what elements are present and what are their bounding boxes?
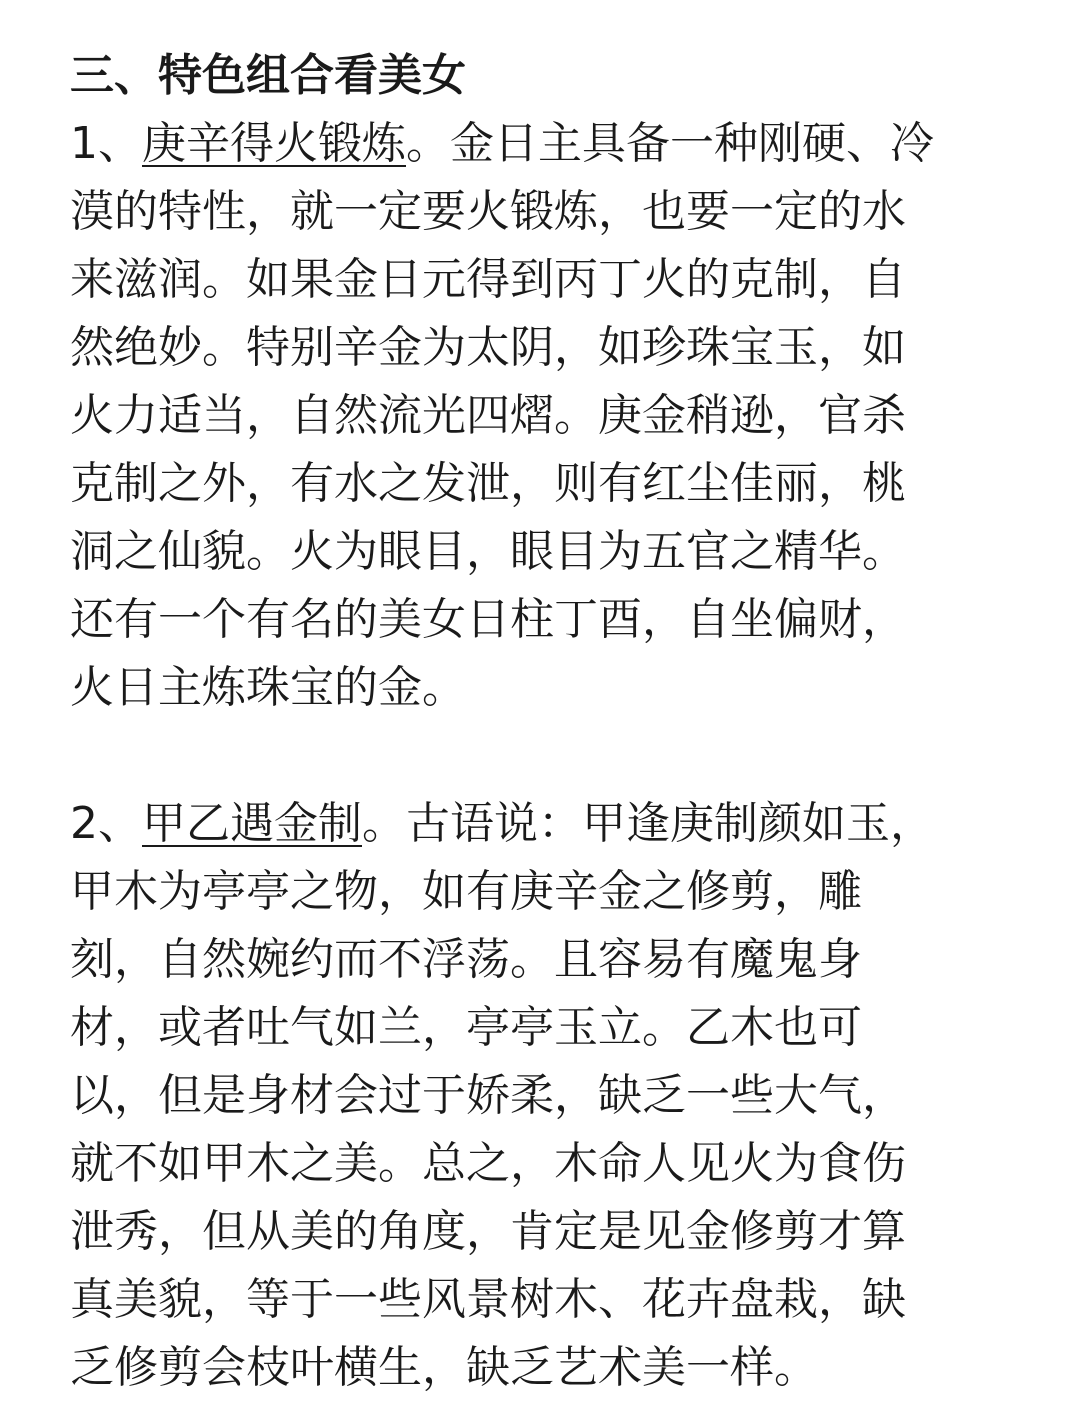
section-2-number: 2、 (70, 798, 142, 849)
section-2-line-4: 材，或者吐气如兰，亭亭玉立。乙木也可 (70, 1002, 862, 1053)
section-2-line-8: 真美貌，等于一些风景树木、花卉盘栽，缺 (70, 1274, 906, 1325)
section-1-line-6: 克制之外，有水之发泄，则有红尘佳丽，桃 (70, 458, 906, 509)
article-title: 三、特色组合看美女 (70, 50, 466, 101)
section-1-line-3: 来滋润。如果金日元得到丙丁火的克制，自 (70, 254, 906, 305)
section-2-line-5: 以，但是身材会过于娇柔，缺乏一些大气， (70, 1070, 906, 1121)
section-1-heading: 庚辛得火锻炼 (142, 118, 406, 169)
section-1-line-4: 然绝妙。特别辛金为太阴，如珍珠宝玉，如 (70, 322, 906, 373)
section-1-line-5: 火力适当，自然流光四熠。庚金稍逊，官杀 (70, 390, 906, 441)
section-2-line-7: 泄秀，但从美的角度，肯定是见金修剪才算 (70, 1206, 906, 1257)
section-2-line-1-text: 。古语说：甲逢庚制颜如玉， (362, 798, 934, 849)
section-1-number: 1、 (70, 118, 142, 169)
section-2-line-9: 乏修剪会枝叶横生，缺乏艺术美一样。 (70, 1342, 818, 1393)
section-gap (70, 722, 1010, 790)
section-1-line-2: 漠的特性，就一定要火锻炼，也要一定的水 (70, 186, 906, 237)
section-1-line-1 (70, 110, 1010, 178)
section-2 (70, 790, 1010, 1402)
section-2-line-6: 就不如甲木之美。总之，木命人见火为食伤 (70, 1138, 906, 1189)
section-2-heading: 甲乙遇金制 (142, 798, 362, 849)
section-2-line-2: 甲木为亭亭之物，如有庚辛金之修剪，雕 (70, 866, 862, 917)
section-1 (70, 110, 1010, 722)
section-1-line-8: 还有一个有名的美女日柱丁酉，自坐偏财， (70, 594, 906, 645)
section-2-line-3: 刻，自然婉约而不浮荡。且容易有魔鬼身 (70, 934, 862, 985)
section-1-line-1-text: 。金日主具备一种刚硬、冷 (406, 118, 934, 169)
section-1-line-9: 火日主炼珠宝的金。 (70, 662, 466, 713)
section-2-line-1 (70, 790, 1010, 858)
article (70, 42, 1010, 1402)
section-1-line-7: 洞之仙貌。火为眼目，眼目为五官之精华。 (70, 526, 906, 577)
